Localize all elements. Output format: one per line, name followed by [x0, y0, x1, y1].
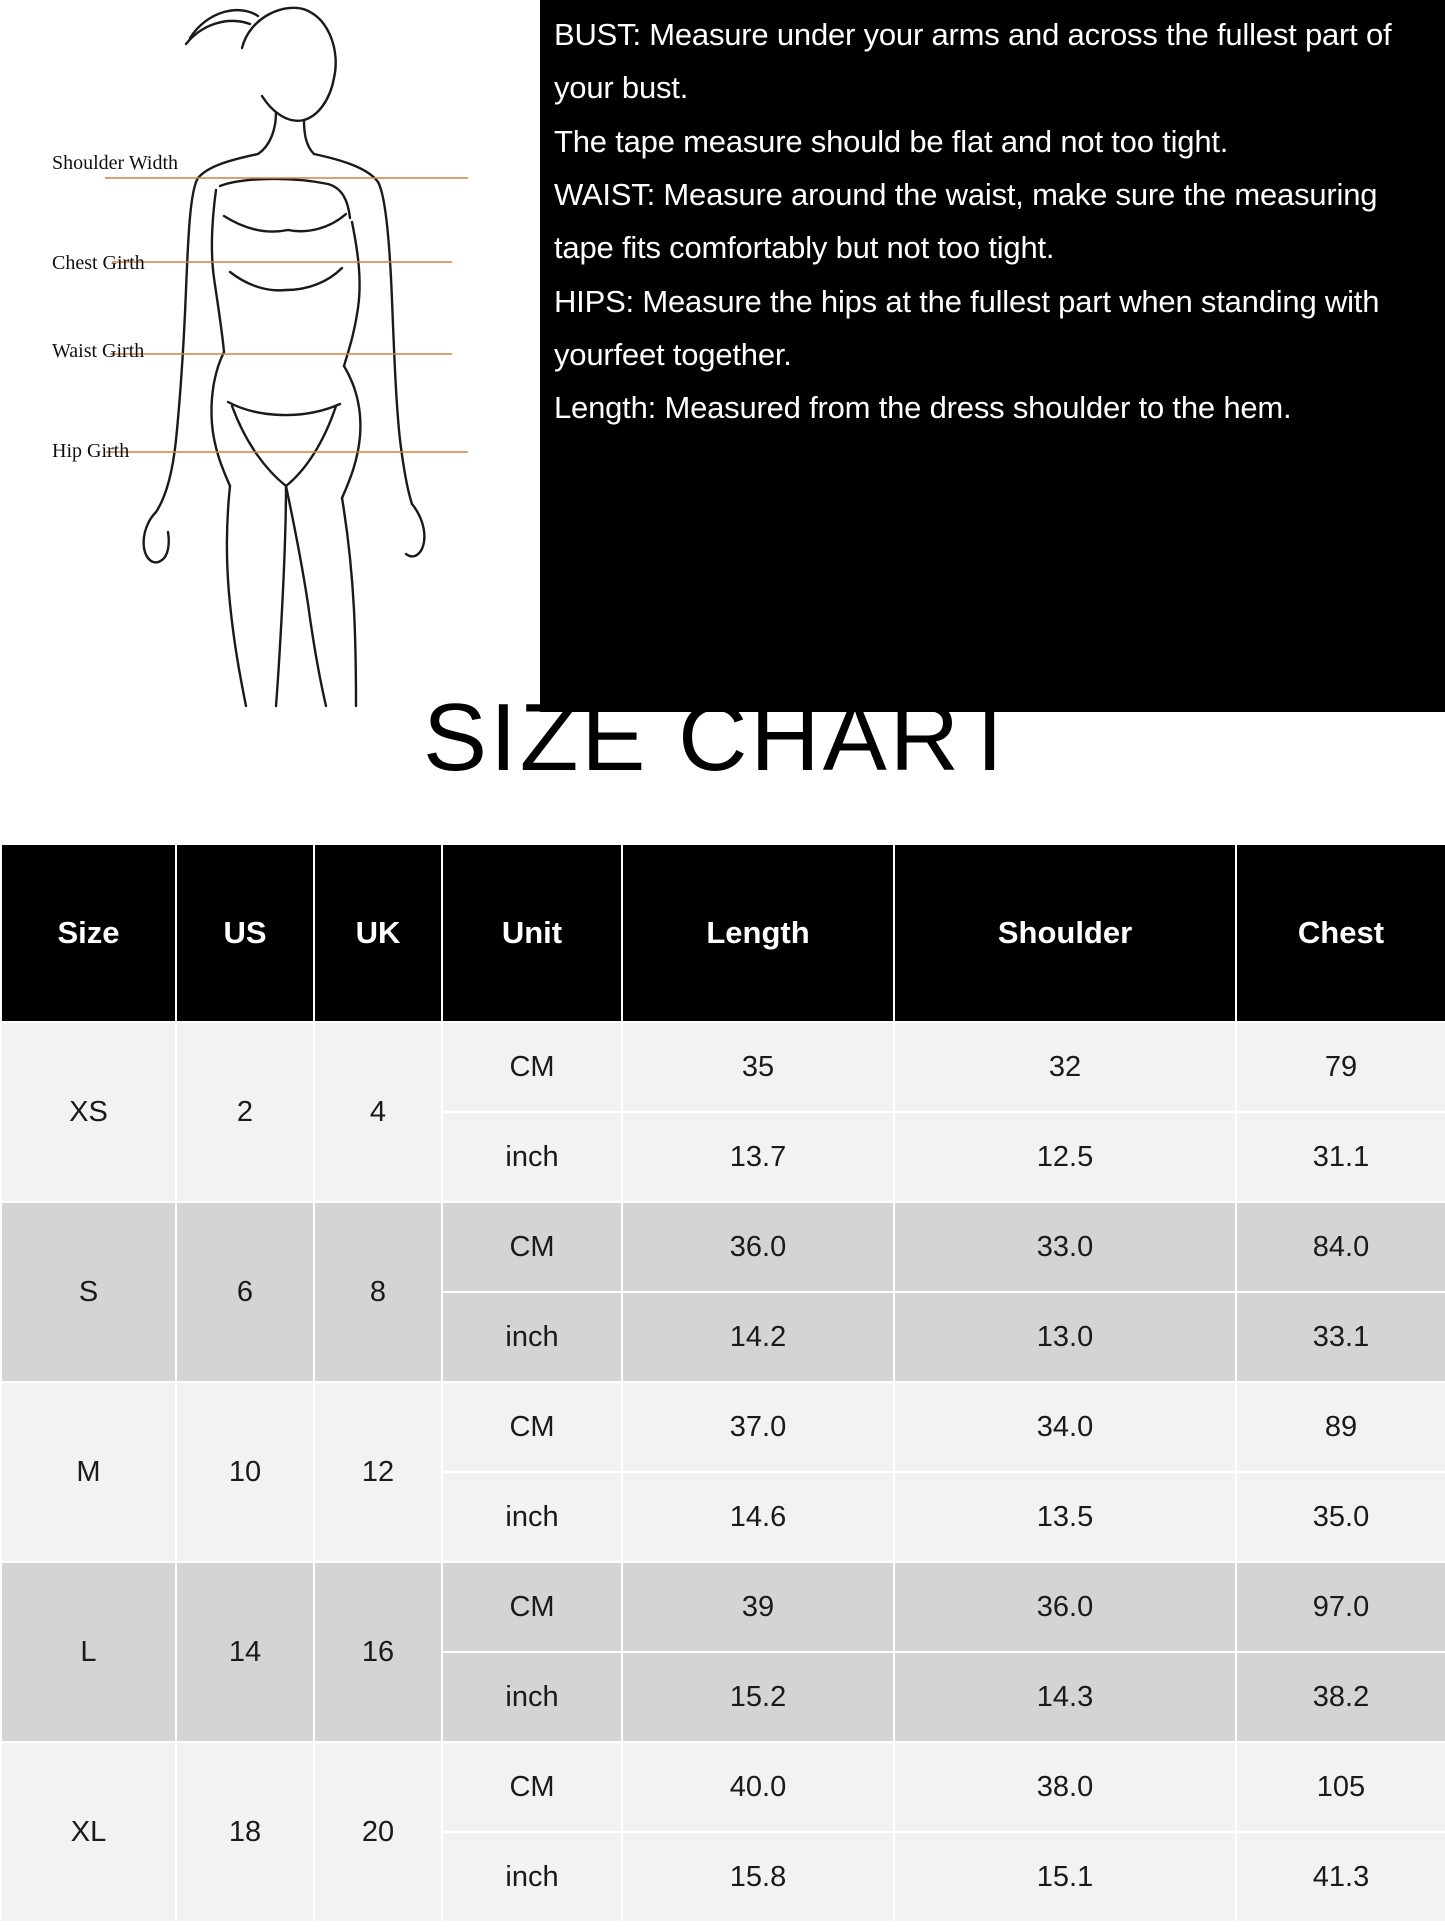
cell-size: L	[1, 1562, 176, 1742]
cell-unit: inch	[442, 1832, 622, 1922]
cell-size: S	[1, 1202, 176, 1382]
header-length: Length	[622, 844, 894, 1022]
cell-shoulder: 36.0	[894, 1562, 1236, 1652]
cell-unit: CM	[442, 1742, 622, 1832]
cell-chest: 89	[1236, 1382, 1445, 1472]
cell-length: 37.0	[622, 1382, 894, 1472]
cell-chest: 79	[1236, 1022, 1445, 1112]
instruction-bust: BUST: Measure under your arms and across the fullest part of your bust.	[554, 17, 1392, 106]
cell-length: 39	[622, 1562, 894, 1652]
page-title-wrap	[0, 684, 1445, 791]
size-table-wrap	[0, 843, 1445, 1923]
header-uk: UK	[314, 844, 442, 1022]
cell-shoulder: 13.5	[894, 1472, 1236, 1562]
cell-size: XL	[1, 1742, 176, 1922]
cell-unit: CM	[442, 1022, 622, 1112]
cell-us: 10	[176, 1382, 314, 1562]
cell-unit: inch	[442, 1652, 622, 1742]
cell-shoulder: 12.5	[894, 1112, 1236, 1202]
cell-length: 40.0	[622, 1742, 894, 1832]
cell-length: 14.2	[622, 1292, 894, 1382]
cell-size: M	[1, 1382, 176, 1562]
cell-uk: 8	[314, 1202, 442, 1382]
header-shoulder: Shoulder	[894, 844, 1236, 1022]
cell-chest: 33.1	[1236, 1292, 1445, 1382]
cell-chest: 97.0	[1236, 1562, 1445, 1652]
cell-shoulder: 33.0	[894, 1202, 1236, 1292]
cell-shoulder: 15.1	[894, 1832, 1236, 1922]
cell-unit: inch	[442, 1292, 622, 1382]
size-table	[0, 843, 1445, 1923]
cell-uk: 4	[314, 1022, 442, 1202]
cell-chest: 41.3	[1236, 1832, 1445, 1922]
cell-unit: CM	[442, 1382, 622, 1472]
cell-uk: 20	[314, 1742, 442, 1922]
cell-length: 15.2	[622, 1652, 894, 1742]
table-row	[1, 1022, 1445, 1112]
cell-us: 14	[176, 1562, 314, 1742]
header-us: US	[176, 844, 314, 1022]
page-title: SIZE CHART	[423, 684, 1022, 791]
instruction-length: Length: Measured from the dress shoulder to the hem.	[554, 390, 1292, 426]
measurement-figure-pane	[0, 0, 540, 712]
cell-shoulder: 38.0	[894, 1742, 1236, 1832]
cell-unit: inch	[442, 1112, 622, 1202]
label-hip-girth: Hip Girth	[52, 440, 130, 462]
cell-us: 18	[176, 1742, 314, 1922]
cell-length: 36.0	[622, 1202, 894, 1292]
table-header-row	[1, 844, 1445, 1022]
instruction-waist: WAIST: Measure around the waist, make sure the measuring tape fits comfortably but not too tight.	[554, 176, 1378, 266]
measurement-instructions-pane	[540, 0, 1445, 712]
cell-us: 2	[176, 1022, 314, 1202]
label-shoulder-width: Shoulder Width	[52, 152, 179, 174]
cell-chest: 31.1	[1236, 1112, 1445, 1202]
cell-uk: 12	[314, 1382, 442, 1562]
cell-us: 6	[176, 1202, 314, 1382]
cell-unit: CM	[442, 1202, 622, 1292]
cell-length: 13.7	[622, 1112, 894, 1202]
cell-chest: 38.2	[1236, 1652, 1445, 1742]
label-chest-girth: Chest Girth	[52, 252, 145, 274]
instruction-hips: HIPS: Measure the hips at the fullest part when standing with yourfeet together.	[554, 283, 1380, 372]
instruction-tape: The tape measure should be flat and not too tight.	[554, 123, 1229, 159]
header-unit: Unit	[442, 844, 622, 1022]
cell-chest: 84.0	[1236, 1202, 1445, 1292]
table-row	[1, 1382, 1445, 1472]
header-size: Size	[1, 844, 176, 1022]
cell-shoulder: 14.3	[894, 1652, 1236, 1742]
table-row	[1, 1742, 1445, 1832]
cell-length: 14.6	[622, 1472, 894, 1562]
cell-shoulder: 32	[894, 1022, 1236, 1112]
cell-length: 15.8	[622, 1832, 894, 1922]
cell-uk: 16	[314, 1562, 442, 1742]
header-chest: Chest	[1236, 844, 1445, 1022]
cell-unit: CM	[442, 1562, 622, 1652]
cell-shoulder: 13.0	[894, 1292, 1236, 1382]
cell-length: 35	[622, 1022, 894, 1112]
top-section	[0, 0, 1445, 712]
table-row	[1, 1202, 1445, 1292]
cell-shoulder: 34.0	[894, 1382, 1236, 1472]
label-waist-girth: Waist Girth	[52, 340, 145, 362]
table-row	[1, 1562, 1445, 1652]
cell-chest: 35.0	[1236, 1472, 1445, 1562]
cell-chest: 105	[1236, 1742, 1445, 1832]
cell-unit: inch	[442, 1472, 622, 1562]
cell-size: XS	[1, 1022, 176, 1202]
